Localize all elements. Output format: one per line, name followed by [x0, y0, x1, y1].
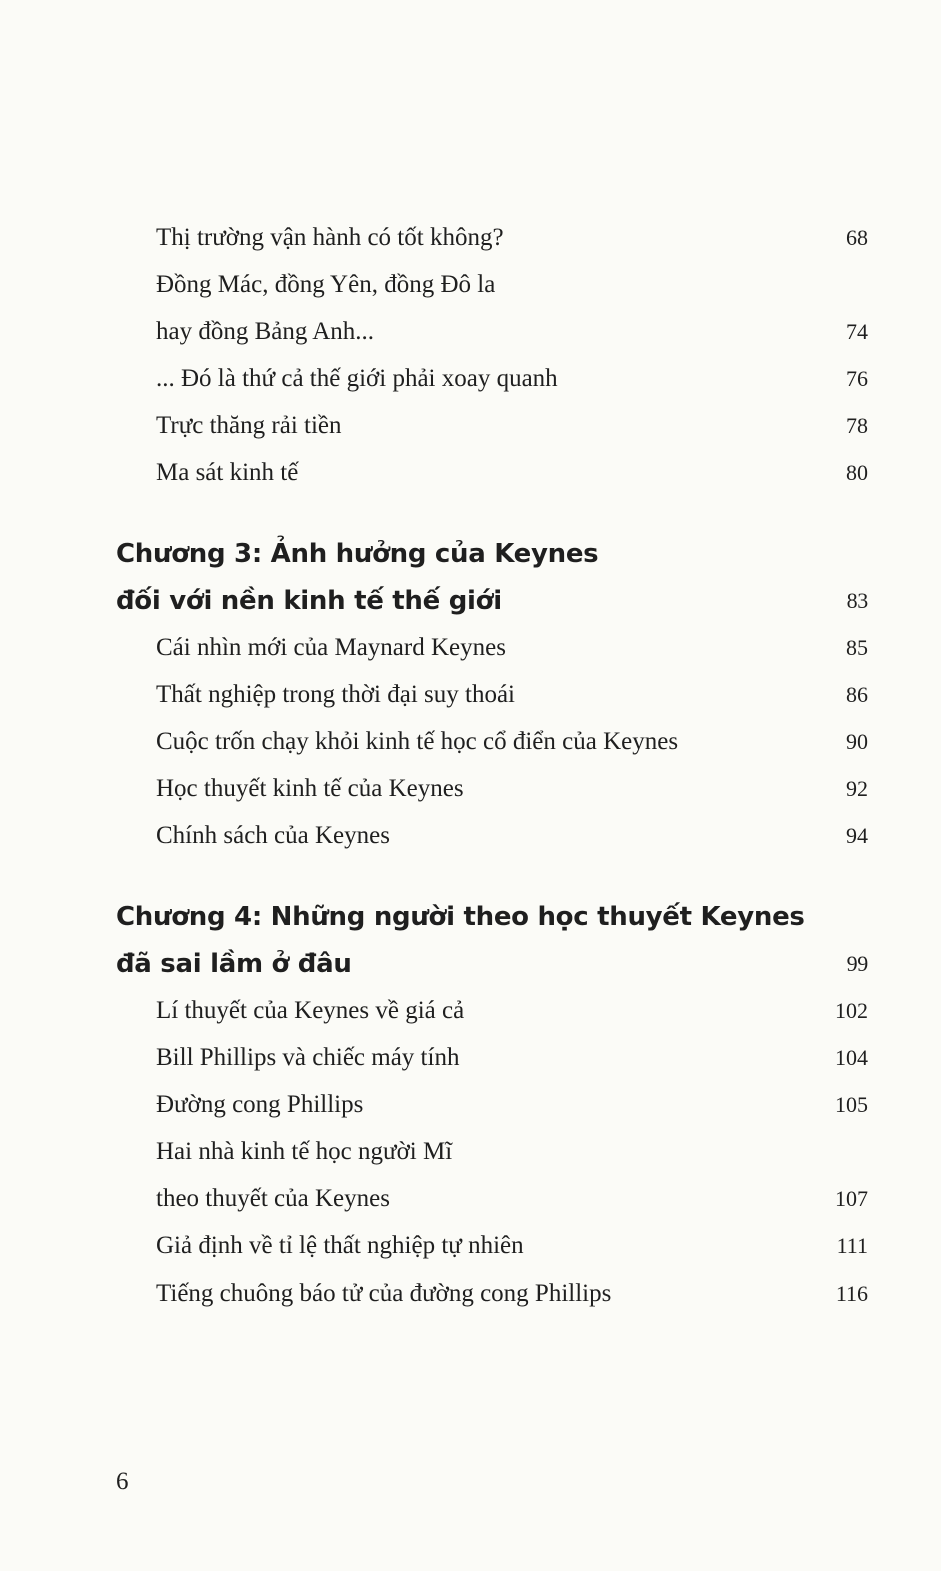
toc-entry-page: 68 — [846, 225, 868, 250]
toc-entry-title: ... Đó là thứ cả thế giới phải xoay quanh — [156, 365, 558, 392]
chapter-heading — [116, 533, 868, 575]
toc-entry-page: 76 — [846, 366, 868, 391]
chapter-heading — [116, 943, 868, 985]
toc-entry-page: 102 — [835, 998, 868, 1023]
toc-entry-title: Thị trường vận hành có tốt không? — [156, 224, 504, 251]
toc-entry — [156, 265, 868, 305]
toc-entry — [156, 406, 868, 446]
toc-entry-title: Chính sách của Keynes — [156, 822, 390, 849]
toc-entry — [156, 675, 868, 715]
toc-entry-title: Giả định về tỉ lệ thất nghiệp tự nhiên — [156, 1232, 524, 1259]
toc-entry-title: Hai nhà kinh tế học người Mĩ — [156, 1138, 453, 1165]
toc-entry — [156, 312, 868, 352]
chapter-title: Chương 3: Ảnh hưởng của Keynes — [116, 539, 599, 569]
chapter-heading — [116, 580, 868, 622]
toc-entry — [156, 816, 868, 856]
page-number: 6 — [116, 1468, 129, 1495]
toc-entry-title: theo thuyết của Keynes — [156, 1185, 390, 1212]
toc-entry — [156, 1179, 868, 1219]
toc-entry-page: 85 — [846, 635, 868, 660]
chapter-title: đối với nền kinh tế thế giới — [116, 586, 502, 616]
toc-entry-title: hay đồng Bảng Anh... — [156, 318, 375, 345]
toc-entry-page: 94 — [846, 823, 868, 848]
toc-entry-page: 74 — [846, 319, 868, 344]
toc-entry — [156, 1132, 868, 1172]
toc-entry-page: 78 — [846, 413, 868, 438]
toc-entry — [156, 218, 868, 258]
toc-entry — [156, 722, 868, 762]
toc-entry-title: Lí thuyết của Keynes về giá cả — [156, 997, 465, 1024]
toc-entry — [156, 1085, 868, 1125]
toc-entry-page: 116 — [835, 1281, 868, 1306]
toc-entry-title: Bill Phillips và chiếc máy tính — [156, 1044, 460, 1071]
toc-entry-page: 111 — [836, 1233, 868, 1258]
chapter-title: Chương 4: Những người theo học thuyết Keynes — [116, 902, 805, 932]
toc-entry-page: 90 — [846, 729, 868, 754]
toc-entry-page: 107 — [835, 1186, 868, 1211]
toc-entry-title: Cái nhìn mới của Maynard Keynes — [156, 634, 506, 661]
toc-entry-title: Tiếng chuông báo tử của đường cong Phillips — [156, 1280, 612, 1307]
toc-entry — [156, 359, 868, 399]
toc-entry — [156, 1274, 868, 1314]
toc-entry-page: 80 — [846, 460, 868, 485]
toc-entry — [156, 991, 868, 1031]
chapter-page: 99 — [846, 951, 868, 976]
chapter-page: 83 — [846, 588, 868, 613]
toc-entry-title: Đồng Mác, đồng Yên, đồng Đô la — [156, 271, 496, 298]
chapter-title: đã sai lầm ở đâu — [116, 949, 352, 979]
chapter-heading — [116, 896, 868, 938]
toc-entry-page: 92 — [846, 776, 868, 801]
toc-entry — [156, 1226, 868, 1266]
toc-entry-title: Đường cong Phillips — [156, 1091, 364, 1118]
toc-entry-page: 105 — [835, 1092, 868, 1117]
toc-entry-title: Học thuyết kinh tế của Keynes — [156, 775, 464, 802]
toc-entry-title: Trực thăng rải tiền — [156, 412, 342, 439]
toc-entry — [156, 769, 868, 809]
toc-entry-title: Ma sát kinh tế — [156, 459, 299, 486]
toc-entry-title: Cuộc trốn chạy khỏi kinh tế học cổ điển của Keynes — [156, 728, 679, 755]
toc-entry — [156, 453, 868, 493]
toc-entry-title: Thất nghiệp trong thời đại suy thoái — [156, 681, 515, 708]
toc-entry-page: 86 — [846, 682, 868, 707]
toc-entry — [156, 1038, 868, 1078]
toc-entry — [156, 628, 868, 668]
toc-entry-page: 104 — [835, 1045, 868, 1070]
